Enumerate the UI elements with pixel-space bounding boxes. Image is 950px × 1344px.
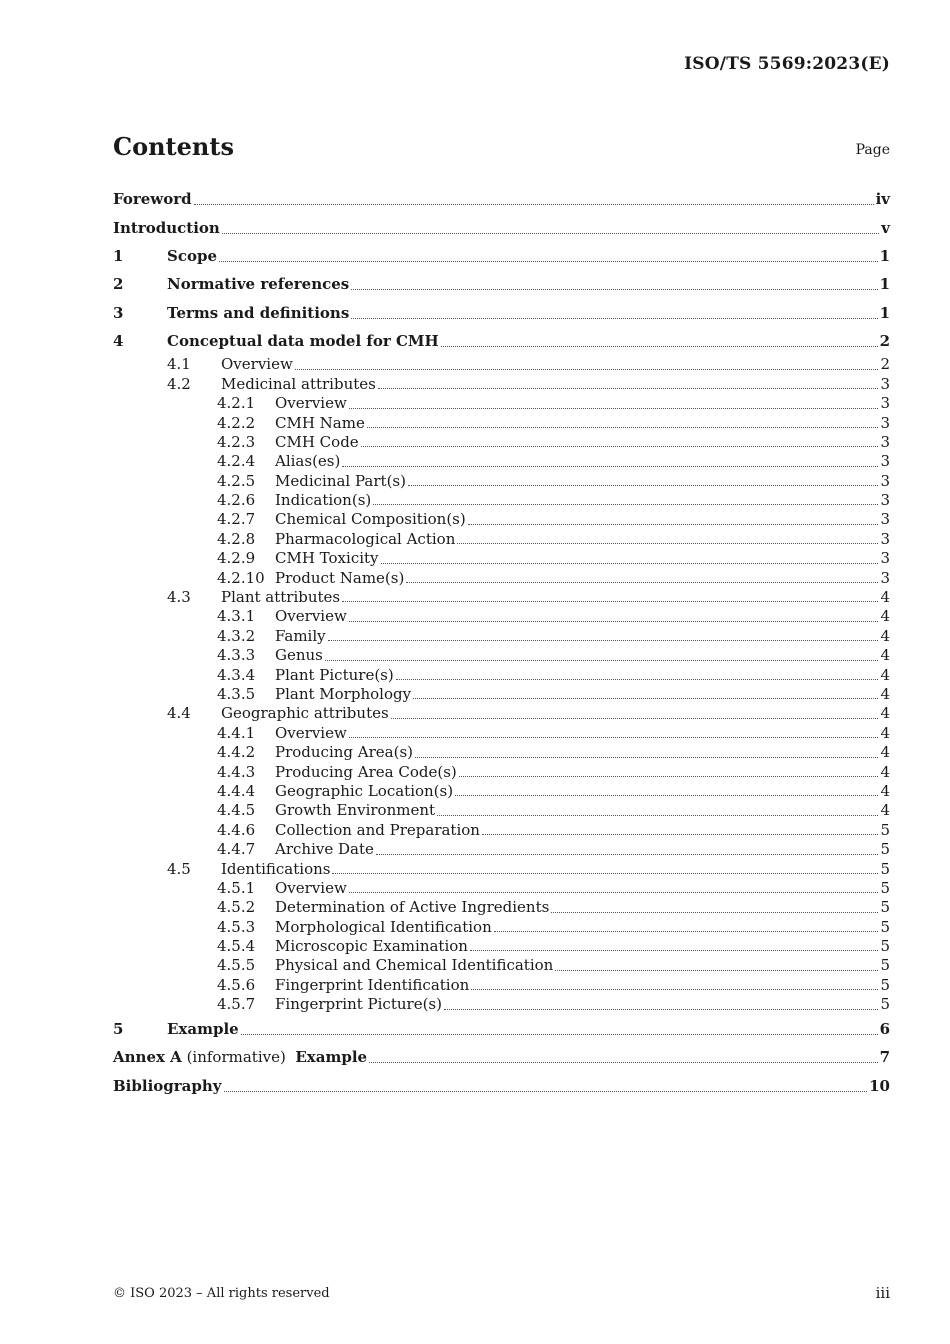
toc-entry[interactable] <box>113 355 890 374</box>
toc-entry-page: 5 <box>880 820 890 839</box>
dot-leader <box>396 678 879 680</box>
dot-leader <box>373 503 878 505</box>
toc-entry-page: 3 <box>880 491 890 510</box>
dot-leader <box>441 345 878 347</box>
toc-entry-page: 1 <box>879 303 890 322</box>
toc-entry-number: 4.3 <box>167 588 191 607</box>
dot-leader <box>391 717 879 719</box>
dot-leader <box>328 639 879 641</box>
toc-entry-title: CMH Code <box>275 432 359 451</box>
toc-entry-title: Conceptual data model for CMH <box>167 332 439 351</box>
contents-title: Contents <box>113 132 234 161</box>
toc-entry-title: Overview <box>275 878 347 897</box>
dot-leader <box>455 794 878 796</box>
dot-leader <box>415 756 878 758</box>
dot-leader <box>376 853 879 855</box>
toc-entry-number: 4.5.6 <box>217 975 256 994</box>
dot-leader <box>222 232 879 234</box>
toc-entry-page: 2 <box>880 355 890 374</box>
toc-entry-number: 4.5.1 <box>217 878 256 897</box>
toc-entry-title: Chemical Composition(s) <box>275 510 466 529</box>
toc-entry-title: Medicinal attributes <box>221 374 376 393</box>
dot-leader <box>468 523 879 525</box>
toc-entry-title: Bibliography <box>113 1076 222 1095</box>
toc-entry-title: Producing Area(s) <box>275 743 414 762</box>
toc-entry[interactable] <box>113 666 890 685</box>
dot-leader <box>406 581 878 583</box>
toc-entry[interactable] <box>113 185 890 213</box>
toc-entry-number: 4.4.4 <box>217 781 256 800</box>
toc-entry-title: Foreword <box>113 190 192 209</box>
dot-leader <box>342 600 878 602</box>
toc-entry-title: Morphological Identification <box>275 917 492 936</box>
toc-entry-number: 4.2.7 <box>217 510 256 529</box>
dot-leader <box>494 930 879 932</box>
toc-entry-number: 4.5.2 <box>217 898 256 917</box>
dot-leader <box>349 620 879 622</box>
toc-entry-title: Fingerprint Picture(s) <box>275 995 442 1014</box>
toc-entry-title: Collection and Preparation <box>275 820 480 839</box>
toc-entry[interactable] <box>113 646 890 665</box>
toc-entry-page: 4 <box>880 684 890 703</box>
toc-entry[interactable] <box>113 627 890 646</box>
toc-entry[interactable] <box>113 879 890 898</box>
toc-entry-page: 4 <box>880 646 890 665</box>
toc-entry-page: 5 <box>880 975 890 994</box>
toc-entry-page: 4 <box>880 801 890 820</box>
dot-leader <box>332 872 878 874</box>
toc-entry-page: 4 <box>880 665 890 684</box>
toc-entry-title: Plant attributes <box>221 588 341 607</box>
toc-entry[interactable] <box>113 510 890 529</box>
toc-entry-title: Geographic Location(s) <box>275 781 454 800</box>
toc-entry-number: 4.5.3 <box>217 917 256 936</box>
toc-entry-page: v <box>881 218 890 237</box>
dot-leader <box>349 736 879 738</box>
toc-entry-title: Archive Date <box>275 840 374 859</box>
dot-leader <box>413 697 878 699</box>
toc-entry-number: 4.2.4 <box>217 452 256 471</box>
toc-entry-page: 4 <box>880 723 890 742</box>
toc-entry-page: 4 <box>880 762 890 781</box>
toc-entry-title: Plant Morphology <box>275 684 412 703</box>
toc-entry-number: 4.4.3 <box>217 762 256 781</box>
toc-entry[interactable] <box>113 840 890 859</box>
dot-leader <box>437 814 878 816</box>
toc-entry-title: Overview <box>221 355 293 374</box>
document-code: ISO/TS 5569:2023(E) <box>684 54 890 74</box>
toc-entry[interactable] <box>113 242 890 270</box>
toc-entry[interactable] <box>113 821 890 840</box>
toc-entry-page: 3 <box>880 394 890 413</box>
toc-entry-title: Product Name(s) <box>275 568 405 587</box>
toc-entry-title: Producing Area Code(s) <box>275 762 457 781</box>
dot-leader <box>482 833 878 835</box>
dot-leader <box>351 288 877 290</box>
dot-leader <box>194 203 874 205</box>
toc-entry[interactable] <box>113 549 890 568</box>
toc-entry-number: 4.2.5 <box>217 471 256 490</box>
toc-entry[interactable] <box>113 743 890 762</box>
dot-leader <box>342 465 878 467</box>
toc-entry-title: Medicinal Part(s) <box>275 471 406 490</box>
toc-entry[interactable] <box>113 327 890 355</box>
toc-entry-page: 3 <box>880 549 890 568</box>
dot-leader <box>349 891 879 893</box>
toc-entry[interactable] <box>113 299 890 327</box>
toc-entry-number: 2 <box>113 275 124 294</box>
toc-entry-page: 1 <box>879 275 890 294</box>
toc-entry-number: 4.5.5 <box>217 956 256 975</box>
toc-entry-page: 5 <box>880 956 890 975</box>
toc-entry-number: 5 <box>113 1019 124 1038</box>
toc-entry-title: Normative references <box>167 275 350 294</box>
toc-entry-page: 3 <box>880 568 890 587</box>
toc-entry-number: 4.4 <box>167 704 191 723</box>
toc-entry-number: 4.3.4 <box>217 665 256 684</box>
dot-leader <box>241 1033 878 1035</box>
annex-label: Annex A <box>113 1048 182 1067</box>
toc-entry-number: 4.4.1 <box>217 723 256 742</box>
toc-entry[interactable] <box>113 375 890 394</box>
toc-entry-number: 4.5.4 <box>217 937 256 956</box>
toc-entry-title: Introduction <box>113 218 220 237</box>
toc-entry[interactable] <box>113 995 890 1014</box>
toc-entry-number: 4.5 <box>167 859 191 878</box>
toc-entry-title: Indication(s) <box>275 491 372 510</box>
toc-entry-page: 5 <box>880 995 890 1014</box>
toc-entry[interactable] <box>113 530 890 549</box>
toc-entry[interactable] <box>113 213 890 241</box>
toc-entry-number: 4.2 <box>167 374 191 393</box>
toc-entry[interactable] <box>113 491 890 510</box>
toc-entry-title: Overview <box>275 723 347 742</box>
dot-leader <box>555 969 878 971</box>
dot-leader <box>457 542 878 544</box>
dot-leader <box>471 988 878 990</box>
toc-entry[interactable] <box>113 763 890 782</box>
toc-entry-title: CMH Toxicity <box>275 549 379 568</box>
toc-entry-page: 4 <box>880 743 890 762</box>
toc-entry[interactable] <box>113 607 890 626</box>
toc-entry-page: 4 <box>880 588 890 607</box>
dot-leader <box>408 484 878 486</box>
dot-leader <box>295 368 879 370</box>
toc-entry-number: 4.3.2 <box>217 626 256 645</box>
toc-entry-page: 3 <box>880 510 890 529</box>
annex-title: Example <box>295 1048 368 1067</box>
toc-entry-page: 4 <box>880 626 890 645</box>
toc-entry-title: Fingerprint Identification <box>275 975 470 994</box>
toc-entry-number: 1 <box>113 246 124 265</box>
toc-entry[interactable] <box>113 918 890 937</box>
toc-entry[interactable] <box>113 433 890 452</box>
toc-entry-number: 4.4.6 <box>217 820 256 839</box>
toc-entry-page: 4 <box>880 607 890 626</box>
toc-entry-title: Family <box>275 626 326 645</box>
toc-entry-title: CMH Name <box>275 413 365 432</box>
toc-entry-page: iv <box>875 190 890 209</box>
toc-entry-number: 4.3.5 <box>217 684 256 703</box>
toc-entry[interactable] <box>113 452 890 471</box>
toc-entry-number: 4.2.1 <box>217 394 256 413</box>
toc-entry-title: Overview <box>275 394 347 413</box>
toc-entry[interactable] <box>113 724 890 743</box>
toc-entry-page: 3 <box>880 432 890 451</box>
table-of-contents <box>113 185 890 1100</box>
toc-entry-title: Geographic attributes <box>221 704 389 723</box>
toc-entry[interactable] <box>113 782 890 801</box>
copyright-notice: © ISO 2023 – All rights reserved <box>113 1286 330 1301</box>
toc-entry[interactable] <box>113 801 890 820</box>
toc-entry-number: 4.2.2 <box>217 413 256 432</box>
toc-entry-title: Pharmacological Action <box>275 529 456 548</box>
dot-leader <box>444 1008 878 1010</box>
toc-entry-page: 5 <box>880 878 890 897</box>
toc-entry-number: 4.2.10 <box>217 568 265 587</box>
toc-entry-number: 4.5.7 <box>217 995 256 1014</box>
page-number: iii <box>875 1284 890 1302</box>
toc-entry[interactable] <box>113 472 890 491</box>
toc-entry-page: 4 <box>880 781 890 800</box>
toc-entry-number: 4.2.8 <box>217 529 256 548</box>
toc-entry-page: 3 <box>880 471 890 490</box>
toc-entry[interactable] <box>113 569 890 588</box>
annex-type: (informative) <box>181 1048 296 1067</box>
dot-leader <box>459 775 879 777</box>
toc-entry-title: Alias(es) <box>275 452 341 471</box>
toc-entry-number: 4.4.2 <box>217 743 256 762</box>
toc-entry[interactable] <box>113 394 890 413</box>
toc-entry-number: 4 <box>113 332 124 351</box>
toc-entry-page: 5 <box>880 917 890 936</box>
toc-entry-number: 4.3.1 <box>217 607 256 626</box>
toc-entry-page: 3 <box>880 413 890 432</box>
toc-entry-title <box>113 1048 367 1066</box>
page-column-label: Page <box>855 142 890 158</box>
toc-entry[interactable] <box>113 1043 890 1071</box>
toc-entry-page: 7 <box>879 1048 890 1067</box>
dot-leader <box>470 949 879 951</box>
toc-entry-page: 1 <box>879 246 890 265</box>
dot-leader <box>367 426 879 428</box>
dot-leader <box>349 407 879 409</box>
toc-entry-title: Identifications <box>221 859 331 878</box>
toc-entry-number: 4.2.9 <box>217 549 256 568</box>
toc-entry-title: Overview <box>275 607 347 626</box>
toc-entry-page: 4 <box>880 704 890 723</box>
dot-leader <box>224 1090 868 1092</box>
dot-leader <box>219 260 878 262</box>
toc-entry-page: 6 <box>879 1019 890 1038</box>
toc-entry[interactable] <box>113 588 890 607</box>
toc-entry[interactable] <box>113 898 890 917</box>
toc-entry[interactable] <box>113 1071 890 1099</box>
toc-entry-title: Genus <box>275 646 323 665</box>
toc-entry[interactable] <box>113 976 890 995</box>
toc-entry-number: 3 <box>113 303 124 322</box>
toc-entry-number: 4.2.6 <box>217 491 256 510</box>
toc-entry-number: 4.3.3 <box>217 646 256 665</box>
toc-entry-title: Physical and Chemical Identification <box>275 956 554 975</box>
dot-leader <box>378 387 879 389</box>
toc-entry[interactable] <box>113 685 890 704</box>
dot-leader <box>369 1061 878 1063</box>
toc-entry-title: Determination of Active Ingredients <box>275 898 550 917</box>
toc-entry-number: 4.4.7 <box>217 840 256 859</box>
toc-entry[interactable] <box>113 704 890 723</box>
toc-entry-page: 5 <box>880 898 890 917</box>
toc-entry-number: 4.1 <box>167 355 191 374</box>
dot-leader <box>361 445 879 447</box>
toc-entry-number: 4.4.5 <box>217 801 256 820</box>
toc-entry[interactable] <box>113 937 890 956</box>
toc-entry[interactable] <box>113 956 890 975</box>
toc-entry-page: 2 <box>879 332 890 351</box>
toc-entry-title: Growth Environment <box>275 801 436 820</box>
toc-entry-page: 3 <box>880 374 890 393</box>
toc-entry[interactable] <box>113 860 890 879</box>
toc-entry-page: 5 <box>880 840 890 859</box>
toc-entry-title: Terms and definitions <box>167 303 350 322</box>
dot-leader <box>351 317 877 319</box>
toc-entry-title: Example <box>167 1019 239 1038</box>
toc-entry-number: 4.2.3 <box>217 432 256 451</box>
toc-entry-page: 3 <box>880 452 890 471</box>
dot-leader <box>381 562 879 564</box>
toc-entry[interactable] <box>113 414 890 433</box>
dot-leader <box>551 911 878 913</box>
toc-entry-page: 3 <box>880 529 890 548</box>
toc-entry-title: Plant Picture(s) <box>275 665 394 684</box>
toc-entry[interactable] <box>113 270 890 298</box>
toc-entry-page: 10 <box>869 1076 890 1095</box>
toc-entry-title: Microscopic Examination <box>275 937 468 956</box>
dot-leader <box>325 659 879 661</box>
toc-entry[interactable] <box>113 1015 890 1043</box>
toc-entry-title: Scope <box>167 246 218 265</box>
toc-entry-page: 5 <box>880 937 890 956</box>
toc-entry-page: 5 <box>880 859 890 878</box>
